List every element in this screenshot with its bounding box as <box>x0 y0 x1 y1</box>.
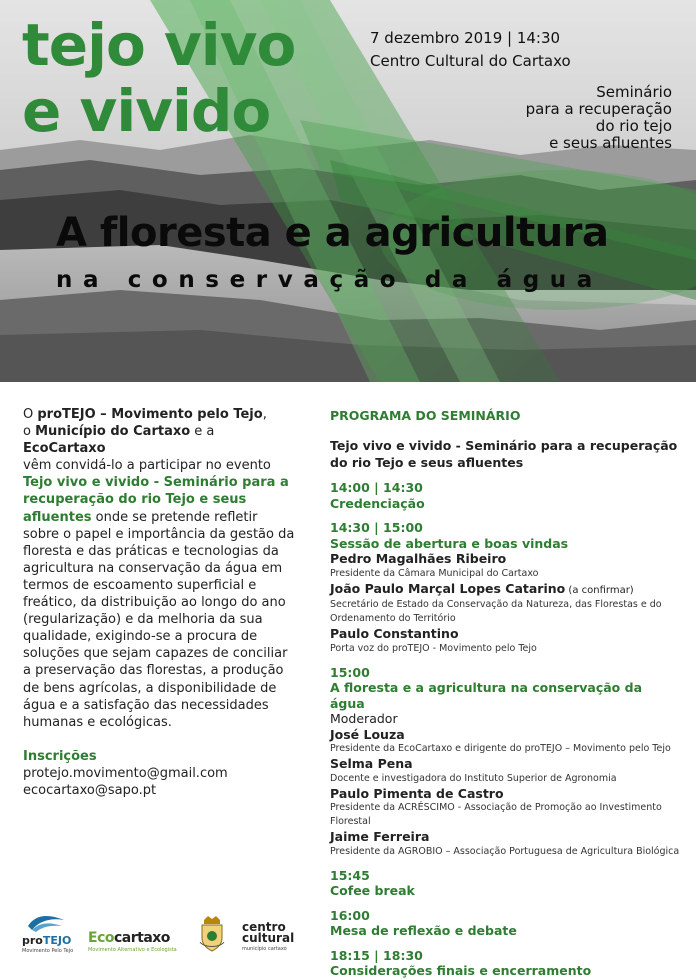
session-time: 18:15 | 18:30 <box>330 947 423 963</box>
program-intro: Tejo vivo e vivido - Seminário para a recuperação do rio Tejo e seus afluentes <box>330 438 678 470</box>
session-title: A floresta e a agricultura na conservação da água <box>330 680 643 711</box>
centro-cultural-logo-text: centro cultural <box>242 920 295 945</box>
event-name: Tejo vivo e vivido - Seminário para a recuperação do rio Tejo e seus afluentes <box>23 475 289 525</box>
protejo-logo-part1: pro <box>22 934 43 947</box>
speaker-role: Presidente da Câmara Municipal do Cartaxo <box>330 567 539 579</box>
speaker-note: (a confirmar) <box>565 584 634 596</box>
registration-email-protejo[interactable]: protejo.movimento@gmail.com <box>23 765 228 781</box>
program-session-abertura <box>330 520 680 656</box>
event-title-line1: tejo vivo <box>22 11 296 79</box>
invitation-sep-o: o <box>23 424 36 440</box>
protejo-logo-subtitle: Movimento Pelo Tejo <box>22 948 74 954</box>
speaker-name: Pedro Magalhães Ribeiro <box>330 551 507 566</box>
invitation-body: onde se pretende refletir sobre o papel e importância da gestão da floresta e das práticas e tecnologias da agricultura na conservação da água em termos de escoamento superficial e freático, da distribuição ao longo do ano (regularização) e da melhoria da sua qualidade, exigindo-se a procura de soluções que sejam capazes de conciliar a preservação das florestas, a produção de bens agrícolas, a disponibilidade de água e a satisfação das necessidades humanas e ecológicas. <box>23 509 295 730</box>
cartaxo-crest-icon <box>198 916 226 952</box>
protejo-logo-text <box>22 934 71 947</box>
session-title: Mesa de reflexão e debate <box>330 923 517 938</box>
invitation-comma: , <box>262 407 267 422</box>
protejo-wave-icon <box>26 912 66 934</box>
program-session-debate <box>330 908 680 939</box>
session-time: 14:30 | 15:00 <box>330 520 423 535</box>
session-title: Sessão de abertura e boas vindas <box>330 535 569 551</box>
invitation-text <box>23 406 295 731</box>
event-headline: A floresta e a agricultura <box>56 210 609 256</box>
event-venue: Centro Cultural do Cartaxo <box>370 52 571 70</box>
speaker-role: Docente e investigadora do Instituto Superior de Agronomia <box>330 772 617 784</box>
invitation-sep-e: e a <box>190 424 215 440</box>
hero-banner <box>0 0 696 382</box>
session-title: Cofee break <box>330 883 415 898</box>
program-title: PROGRAMA DO SEMINÁRIO <box>330 408 521 423</box>
session-time: 15:45 <box>330 867 370 883</box>
invitation-prefix: O <box>23 407 38 422</box>
program-session-coffee <box>330 868 680 899</box>
speaker-name <box>330 581 680 599</box>
event-subheadline: na conservação da água <box>56 267 603 293</box>
speaker-name: Selma Pena <box>330 756 413 771</box>
speaker-name: Paulo Pimenta de Castro <box>330 785 504 801</box>
speaker-role: Presidente da AGROBIO – Associação Portuguesa de Agricultura Biológica <box>330 845 680 857</box>
speaker-name: Jaime Ferreira <box>330 829 430 844</box>
program-session-encerramento <box>330 948 680 979</box>
moderator-label: Moderador <box>330 711 398 726</box>
speaker-role: Presidente da EcoCartaxo e dirigente do proTEJO – Movimento pelo Tejo <box>330 743 671 754</box>
speaker-role: Porta voz do proTEJO - Movimento pelo Tejo <box>330 642 537 654</box>
registration-email-ecocartaxo[interactable]: ecocartaxo@sapo.pt <box>23 782 157 798</box>
session-time: 15:00 <box>330 664 370 680</box>
speaker-name: José Louza <box>330 726 405 742</box>
invite-text: vêm convidá-lo a participar no evento <box>23 458 271 474</box>
session-time: 16:00 <box>330 907 370 923</box>
program-session-credenciacao <box>330 480 680 511</box>
invitation-column <box>23 406 295 799</box>
speaker-name: Paulo Constantino <box>330 626 459 641</box>
speaker-role: Secretário de Estado da Conservação da Natureza, das Florestas e do Ordenamento do Território <box>330 599 662 624</box>
event-date: 7 dezembro 2019 | 14:30 <box>370 29 561 47</box>
program-session-painel <box>330 665 680 859</box>
ecocartaxo-logo-subtitle: Movimento Alternativo e Ecologista <box>88 947 177 953</box>
speaker-role: Presidente da ACRÉSCIMO - Associação de Promoção ao Investimento Florestal <box>330 802 662 827</box>
session-title: Credenciação <box>330 495 425 511</box>
org-ecocartaxo: EcoCartaxo <box>23 441 106 457</box>
program-column <box>330 408 680 979</box>
org-municipio: Município do Cartaxo <box>35 424 191 440</box>
event-title <box>22 12 295 144</box>
org-protejo: proTEJO – Movimento pelo Tejo <box>37 407 263 422</box>
ecocartaxo-logo-part1: Eco <box>88 930 114 946</box>
ecocartaxo-logo-text <box>88 930 170 946</box>
centro-cultural-logo-subtitle: município cartaxo <box>242 946 287 952</box>
event-title-line2: e vivido <box>22 77 271 145</box>
session-time: 14:00 | 14:30 <box>330 480 423 495</box>
event-subtitle: Seminário para a recuperação do rio tejo e seus afluentes <box>525 83 672 152</box>
partner-logos <box>22 912 302 956</box>
session-title: Considerações finais e encerramento <box>330 963 592 978</box>
protejo-logo-part2: TEJO <box>42 934 72 947</box>
speaker-name-text: João Paulo Marçal Lopes Catarino <box>330 580 566 596</box>
ecocartaxo-logo-part2: cartaxo <box>113 930 170 946</box>
registration-title: Inscrições <box>23 748 97 764</box>
